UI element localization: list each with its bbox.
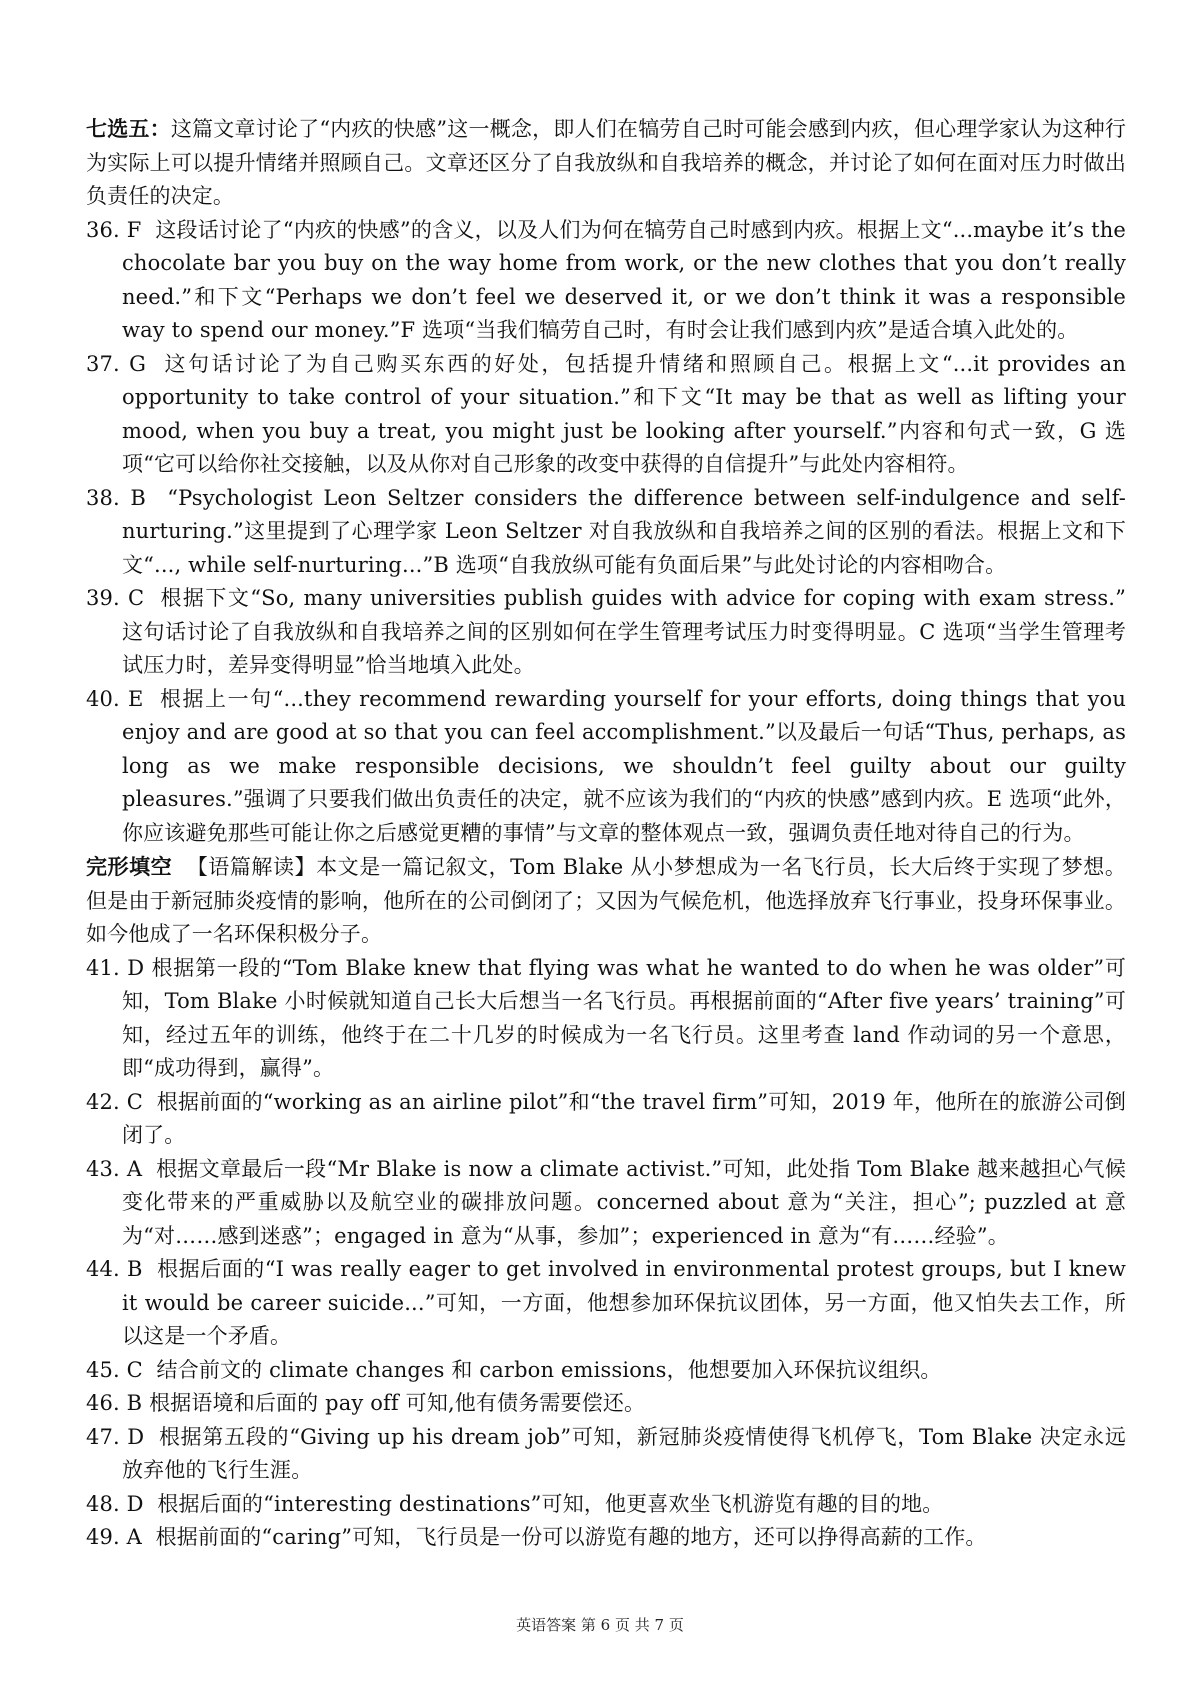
answer-item	[86, 1521, 1126, 1555]
answer-item	[86, 1488, 1126, 1522]
answer-number: 40. E	[86, 686, 144, 711]
answer-item	[86, 1354, 1126, 1388]
answer-explanation: 这段话讨论了“内疚的快感”的含义，以及人们为何在犒劳自己时感到内疚。根据上文“...maybe it’s the chocolate bar you buy on the way home from work, or the new clothes that you don’t really need.”和下文“Perhaps we don’t feel we deserved it, or we don’t think it was a responsible way to spend our money.”F 选项“当我们犒劳自己时，有时会让我们感到内疚”是适合填入此处的。	[122, 217, 1126, 342]
answer-number: 48. D	[86, 1491, 144, 1516]
answer-explanation: 根据下文“So, many universities publish guides with advice for coping with exam stress.” 这句话讨论了自我放纵和自我培养之间的区别如何在学生管理考试压力时变得明显。C 选项“当学生管理考试压力时，差异变得明显”恰当地填入此处。	[122, 586, 1126, 677]
answer-item	[86, 482, 1126, 583]
answer-number: 42. C	[86, 1089, 143, 1114]
answer-number: 47. D	[86, 1424, 145, 1449]
answer-explanation: 根据语境和后面的 pay off 可知,他有债务需要偿还。	[149, 1391, 646, 1415]
answer-number: 39. C	[86, 586, 145, 610]
answer-explanation: 结合前文的 climate changes 和 carbon emissions，他想要加入环保抗议组织。	[156, 1357, 942, 1382]
answer-explanation: 这句话讨论了为自己购买东西的好处，包括提升情绪和照顾自己。根据上文“...it provides an opportunity to take control of your situation.”和下文“It may be that as well as lifting your mood, when you buy a treat, you might just be looking after yourself.”内容和句式一致，G 选项“它可以给你社交接触，以及从你对自己形象的改变中获得的自信提升”与此处内容相符。	[122, 351, 1126, 476]
answer-number: 36. F	[86, 217, 142, 242]
answer-explanation: 根据第一段的“Tom Blake knew that flying was what he wanted to do when he was older”可知，Tom Blake 小时候就知道自己长大后想当一名飞行员。再根据前面的“After five years’ training”可知，经过五年的训练，他终于在二十几岁的时候成为一名飞行员。这里考查 land 作动词的另一个意思，即“成功得到，赢得”。	[122, 955, 1126, 1080]
answer-item	[86, 1253, 1126, 1354]
answer-item	[86, 952, 1126, 1086]
answer-item	[86, 1387, 1126, 1421]
answer-explanation: 根据后面的“I was really eager to get involved in environmental protest groups, but I knew it would be career suicide...”可知，一方面，他想参加环保抗议团体，另一方面，他又怕失去工作，所以这是一个矛盾。	[122, 1257, 1126, 1348]
section-intro-text: 本文是一篇记叙文，Tom Blake 从小梦想成为一名飞行员，长大后终于实现了梦想。但是由于新冠肺炎疫情的影响，他所在的公司倒闭了；又因为气候危机，他选择放弃飞行事业，投身环保事业。如今他成了一名环保积极分子。	[86, 855, 1127, 946]
answer-explanation: 根据前面的“working as an airline pilot”和“the travel firm”可知，2019 年，他所在的旅游公司倒闭了。	[122, 1089, 1127, 1147]
answer-number: 46. B	[86, 1391, 143, 1415]
answer-explanation: 根据后面的“interesting destinations”可知，他更喜欢坐飞机游览有趣的目的地。	[157, 1491, 944, 1516]
answer-number: 38. B	[86, 485, 147, 510]
answer-item	[86, 1086, 1126, 1153]
section-label: 七选五：	[86, 116, 171, 141]
answer-number: 44. B	[86, 1257, 143, 1281]
answer-number: 43. A	[86, 1156, 143, 1181]
seven-choose-five-intro	[86, 112, 1126, 214]
page-footer: 英语答案 第 6 页 共 7 页	[516, 1616, 684, 1634]
answer-explanation: 根据前面的“caring”可知，飞行员是一份可以游览有趣的地方，还可以挣得高薪的工作。	[155, 1525, 987, 1549]
section-sublabel: 【语篇解读】	[186, 855, 317, 879]
answer-content	[86, 112, 1126, 1555]
answer-item	[86, 683, 1126, 851]
answer-explanation: 根据文章最后一段“Mr Blake is now a climate activist.”可知，此处指 Tom Blake 越来越担心气候变化带来的严重威胁以及航空业的碳排放问题。concerned about 意为“关注，担心”; puzzled at 意为“对……感到迷惑”；engaged in 意为“从事，参加”；experienced in 意为“有……经验”。	[122, 1156, 1126, 1248]
answer-item	[86, 582, 1126, 683]
answer-number: 45. C	[86, 1357, 143, 1382]
answer-explanation: 根据上一句“...they recommend rewarding yourself for your efforts, doing things that you enjoy and are good at so that you can feel accomplishment.”以及最后一句话“Thus, perhaps, as long as we make responsible decisions, we shouldn’t feel guilty about our guilty pleasures.”强调了只要我们做出负责任的决定，就不应该为我们的“内疚的快感”感到内疚。E 选项“此外，你应该避免那些可能让你之后感觉更糟的事情”与文章的整体观点一致，强调负责任地对待自己的行为。	[122, 686, 1126, 845]
answer-number: 41. D	[86, 955, 145, 980]
answer-number: 37. G	[86, 351, 147, 376]
answer-item	[86, 1421, 1126, 1488]
section-intro-text: 这篇文章讨论了“内疚的快感”这一概念，即人们在犒劳自己时可能会感到内疚，但心理学家认为这种行为实际上可以提升情绪并照顾自己。文章还区分了自我放纵和自我培养的概念，并讨论了如何在面对压力时做出负责任的决定。	[86, 117, 1126, 208]
answer-item	[86, 214, 1126, 348]
answer-explanation: 根据第五段的“Giving up his dream job”可知，新冠肺炎疫情使得飞机停飞，Tom Blake 决定永远放弃他的飞行生涯。	[122, 1424, 1127, 1482]
answer-explanation: “Psychologist Leon Seltzer considers the difference between self-indulgence and self-nurturing.”这里提到了心理学家 Leon Seltzer 对自我放纵和自我培养之间的区别的看法。根据上文和下文“..., while self-nurturing...”B 选项“自我放纵可能有负面后果”与此处讨论的内容相吻合。	[122, 485, 1127, 577]
answer-item	[86, 1153, 1126, 1254]
answer-number: 49. A	[86, 1525, 142, 1549]
cloze-intro	[86, 850, 1126, 952]
section-label: 完形填空	[86, 854, 173, 879]
answer-item	[86, 348, 1126, 482]
